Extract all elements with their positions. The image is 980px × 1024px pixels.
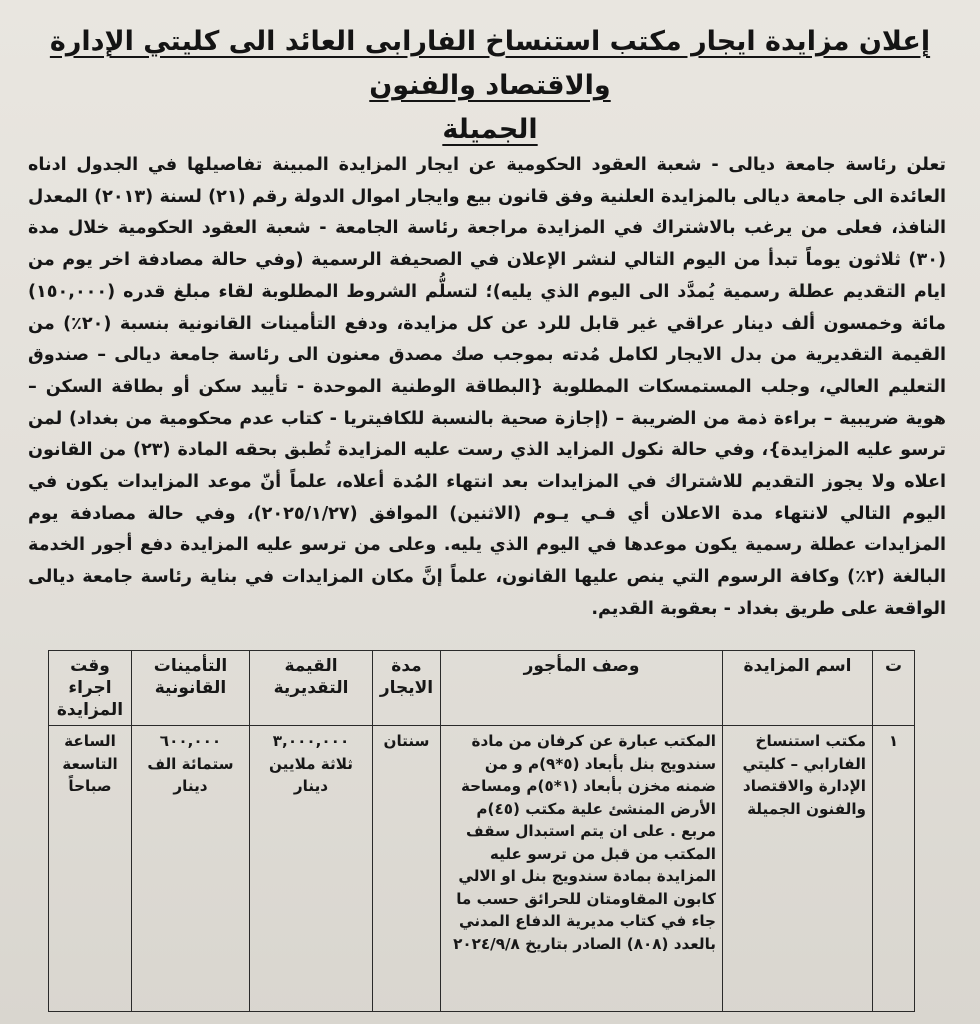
title-line-1: إعلان مزايدة ايجار مكتب استنساخ الفارابى العائد الى كليتي الإدارة والاقتصاد والفنون bbox=[49, 26, 931, 101]
table-header-row bbox=[49, 651, 915, 726]
announcement-title bbox=[20, 20, 960, 152]
cell-auction-name: مكتب استنساخ الفارابي – كليتي الإدارة والاقتصاد والفنون الجميلة bbox=[723, 726, 873, 1012]
cell-insurance bbox=[132, 726, 250, 1012]
header-insurance: التأمينات القانونية bbox=[132, 651, 250, 726]
announcement-body bbox=[28, 150, 946, 626]
cell-auction-time: الساعة التاسعة صباحاً bbox=[49, 726, 132, 1012]
announcement-paragraph: تعلن رئاسة جامعة ديالى - شعبة العقود الحكومية عن ايجار المزايدة المبينة تفاصيلها في الجدول ادناه العائدة الى جامعة ديالى بالمزايدة العلنية وفق قانون بيع وايجار اموال الدولة رقم (٢١) لسنة (٢٠١٣) المعدل النافذ، فعلى من يرغب بالاشتراك في المزايدة مراجعة رئاسة الجامعة - شعبة العقود الحكومية خلال مدة (٣٠) ثلاثون يوماً تبدأ من اليوم التالي لنشر الإعلان في الصحيفة الرسمية (وفي حالة مصادفة اخر يوم من ايام التقديم عطلة رسمية يُمدَّد الى اليوم الذي يليه)؛ لتسلُّم الشروط المطلوبة لقاء مبلغ قدره (١٥٠,٠٠٠) مائة وخمسون ألف دينار عراقي غير قابل للرد عن كل مزايدة، ودفع التأمينات القانونية بنسبة (٢٠٪) من القيمة التقديرية من بدل الايجار لكامل مُدته بموجب صك مصدق معنون الى رئاسة جامعة ديالى – صندوق التعليم العالي، وجلب المستمسكات المطلوبة {البطاقة الوطنية الموحدة - تأييد سكن أو بطاقة السكن – هوية ضريبية – براءة ذمة من الضريبة – (إجازة صحية بالنسبة للكافيتريا - كتاب عدم محكومية من بغداد) لمن ترسو عليه المزايدة}، وفي حالة نكول المزايد الذي رست عليه المزايدة تُطبق بحقه المادة (٢٣) من القانون اعلاه ولا يجوز التقديم للاشتراك في المزايدات بعد انتهاء المُدة أعلاه، علماً أنّ موعد المزايدات يكون في اليوم التالي لانتهاء مدة الاعلان أي فـي يـوم (الاثنين) الموافق (٢٠٢٥/١/٢٧)، وفي حالة مصادفة يوم المزايدات عطلة رسمية يكون موعدها في اليوم الذي يليه. وعلى من ترسو عليه المزايدة دفع أجور الخدمة البالغة (٢٪) وكافة الرسوم التي ينص عليها القانون، علماً إنَّ مكان المزايدات في بناية رئاسة جامعة ديالى الواقعة على طريق بغداد - بعقوبة القديم. bbox=[28, 155, 947, 619]
header-number: ت bbox=[873, 651, 915, 726]
header-description: وصف المأجور bbox=[441, 651, 723, 726]
table-row bbox=[49, 726, 915, 1012]
header-estimated-value: القيمة التقديرية bbox=[250, 651, 373, 726]
cell-number: ١ bbox=[873, 726, 915, 1012]
insurance-number: ٦٠٠,٠٠٠ bbox=[159, 732, 222, 750]
cell-description: المكتب عبارة عن كرفان من مادة سندويج بنل بأبعاد (٥*٩)م و من ضمنه مخزن بأبعاد (١*٥)م ومساحة الأرض المنشئ علية مكتب (٤٥)م مربع . على ان يتم استبدال سقف المكتب من قبل من ترسو عليه المزايدة بمادة سندويج بنل او الالي كابون المقاومتان للحرائق حسب ما جاء في كتاب مديرية الدفاع المدني بالعدد (٨٠٨) الصادر بتاريخ ٢٠٢٤/٩/٨ bbox=[441, 726, 723, 1012]
auction-table bbox=[48, 650, 915, 1012]
header-auction-name: اسم المزايدة bbox=[723, 651, 873, 726]
header-duration: مدة الايجار bbox=[373, 651, 441, 726]
estimated-value-number: ٣,٠٠٠,٠٠٠ bbox=[272, 732, 350, 750]
title-line-2: الجميلة bbox=[442, 114, 538, 145]
cell-estimated-value bbox=[250, 726, 373, 1012]
insurance-words: ستمائة الف دينار bbox=[147, 754, 234, 795]
cell-duration: سنتان bbox=[373, 726, 441, 1012]
estimated-value-words: ثلاثة ملايين دينار bbox=[269, 754, 353, 795]
header-auction-time: وقت اجراء المزايدة bbox=[49, 651, 132, 726]
